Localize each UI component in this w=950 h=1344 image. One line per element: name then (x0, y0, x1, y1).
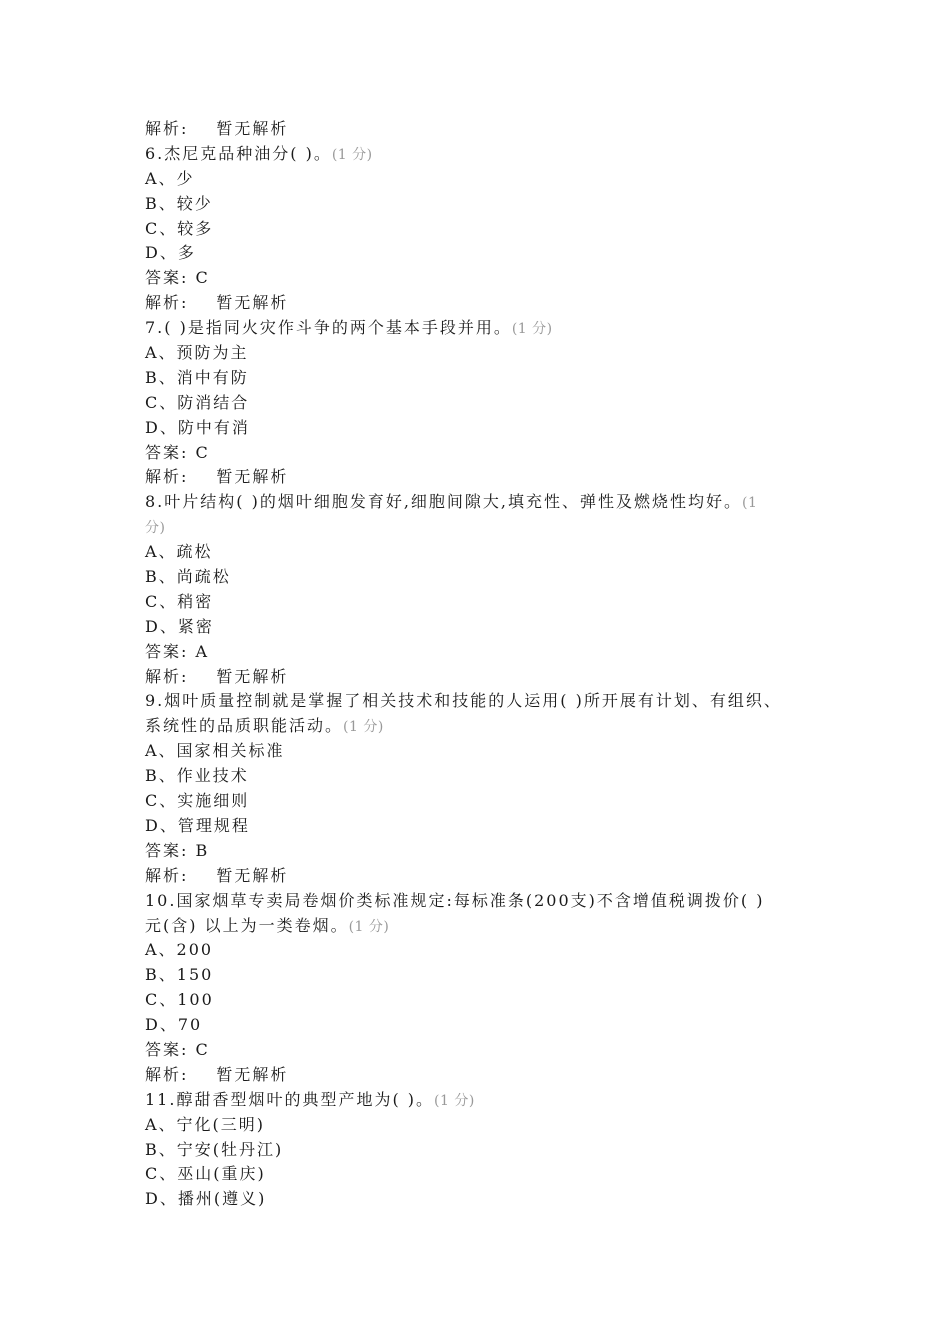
question-text: 6.杰尼克品种油分( )。 (145, 143, 332, 163)
question-line-continued (145, 515, 825, 540)
question-line (145, 316, 825, 341)
option-line: A、200 (145, 940, 214, 960)
analysis-label: 解析: (145, 119, 189, 138)
question-score: (1 (742, 495, 758, 512)
option-line: D、防中有消 (145, 417, 250, 437)
analysis-value: 暂无解析 (216, 467, 289, 487)
option-line: A、疏松 (145, 542, 213, 562)
question-line (145, 490, 825, 515)
option-line: D、紧密 (145, 616, 214, 636)
question-line (145, 142, 825, 167)
question-score: 分) (145, 520, 166, 537)
analysis-value: 暂无解析 (216, 865, 289, 885)
option-line: B、150 (145, 965, 214, 985)
analysis-line (145, 1063, 825, 1088)
option-line: A、预防为主 (145, 343, 249, 363)
option-line: B、作业技术 (145, 766, 249, 786)
analysis-line (145, 864, 825, 889)
document-page (145, 117, 825, 1212)
analysis-value: 暂无解析 (216, 119, 289, 138)
analysis-line (145, 291, 825, 316)
question-line-continued (145, 914, 825, 939)
question-line (145, 1088, 825, 1113)
analysis-label: 解析: (145, 865, 189, 885)
option-line: D、播州(遵义) (145, 1189, 267, 1209)
option-line: A、国家相关标准 (145, 741, 285, 761)
analysis-label: 解析: (145, 1064, 189, 1084)
analysis-label: 解析: (145, 467, 189, 487)
question-line-continued (145, 714, 825, 739)
option-line: A、少 (145, 168, 195, 188)
analysis-label: 解析: (145, 666, 189, 686)
option-line: C、实施细则 (145, 791, 250, 811)
question-text: 10.国家烟草专卖局卷烟价类标准规定:每标准条(200支)不含增值税调拨价( ) (145, 890, 765, 910)
answer-line: 答案: C (145, 442, 210, 462)
answer-line: 答案: C (145, 268, 210, 288)
option-line: D、多 (145, 243, 196, 263)
option-line: C、防消结合 (145, 392, 250, 412)
analysis-value: 暂无解析 (216, 666, 289, 686)
analysis-line (145, 465, 825, 490)
question-score: (1 分) (434, 1092, 475, 1109)
option-line: B、消中有防 (145, 367, 249, 387)
option-line: B、尚疏松 (145, 567, 231, 587)
question-text: 11.醇甜香型烟叶的典型产地为( )。 (145, 1089, 435, 1109)
analysis-label: 解析: (145, 293, 189, 313)
question-score: (1 分) (331, 146, 373, 163)
analysis-line (145, 665, 825, 690)
question-text: 9.烟叶质量控制就是掌握了相关技术和技能的人运用( )所开展有计划、有组织、 (145, 691, 782, 711)
option-line: A、宁化(三明) (145, 1114, 266, 1134)
answer-line: 答案: B (145, 840, 210, 860)
option-line: D、70 (145, 1015, 203, 1035)
option-line: C、较多 (145, 218, 214, 238)
analysis-value: 暂无解析 (216, 1064, 289, 1084)
option-line: C、稍密 (145, 591, 214, 611)
question-score: (1 分) (511, 321, 553, 338)
analysis-value: 暂无解析 (216, 293, 289, 313)
question-text: 元(含) 以上为一类卷烟。 (145, 915, 349, 935)
answer-line: 答案: C (145, 1039, 210, 1059)
question-score: (1 分) (343, 719, 384, 736)
question-line (145, 889, 825, 914)
option-line: C、巫山(重庆) (145, 1164, 266, 1184)
question-text: 8.叶片结构( )的烟叶细胞发育好,细胞间隙大,填充性、弹性及燃烧性均好。 (145, 492, 743, 512)
option-line: B、宁安(牡丹江) (145, 1139, 284, 1159)
answer-line: 答案: A (145, 641, 210, 661)
option-line: C、100 (145, 990, 214, 1010)
question-line (145, 689, 825, 714)
question-text: 系统性的品质职能活动。 (145, 716, 344, 736)
question-text: 7.( )是指同火灾作斗争的两个基本手段并用。 (145, 318, 512, 338)
question-score: (1 分) (348, 918, 390, 935)
option-line: D、管理规程 (145, 815, 250, 835)
option-line: B、较少 (145, 193, 213, 213)
analysis-line (145, 117, 825, 142)
